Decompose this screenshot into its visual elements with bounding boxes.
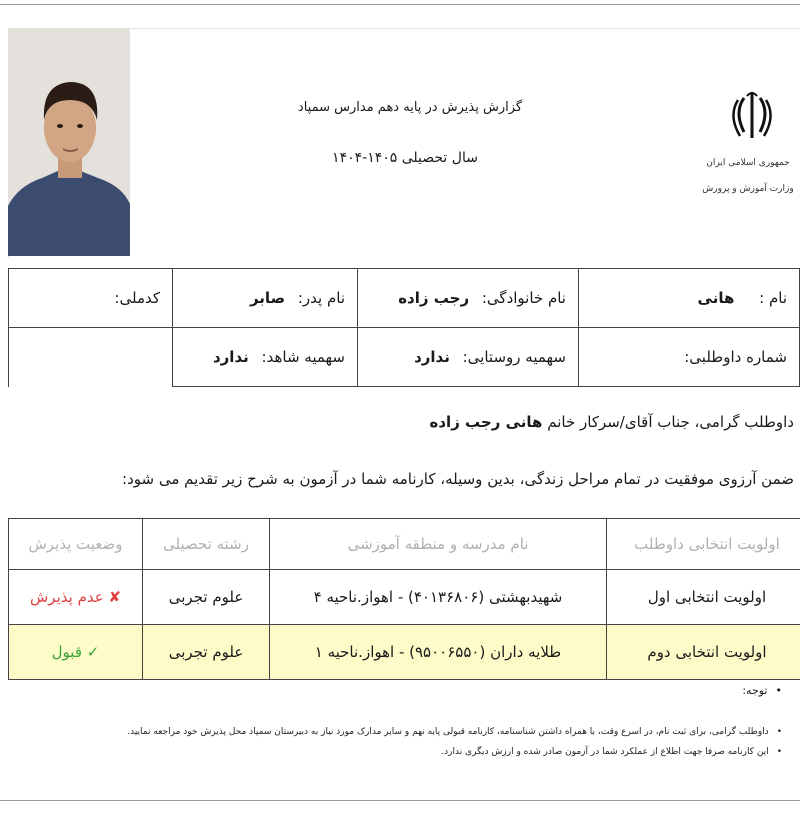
header-field: رشته تحصیلی xyxy=(143,519,270,570)
rural-quota-cell xyxy=(358,328,579,387)
results-header-row xyxy=(9,519,800,570)
empty-cell xyxy=(9,328,173,387)
last-name-label: نام خانوادگی: xyxy=(481,289,566,307)
student-info-table xyxy=(8,268,800,387)
status-badge-accepted: ✓ قبول xyxy=(9,625,143,680)
emblem-caption-republic: جمهوری اسلامی ایران xyxy=(706,158,790,168)
note-item xyxy=(441,747,782,757)
report-title: گزارش پذیرش در پایه دهم مدارس سمپاد xyxy=(297,100,523,115)
school-cell: طلایه داران (۹۵۰۰۶۵۵۰) - اهواز.ناحیه ۱ xyxy=(270,625,607,680)
notes-heading xyxy=(742,684,782,697)
shahed-quota-value: ندارد xyxy=(212,348,249,366)
info-row-quotas xyxy=(9,328,800,387)
salutation-prefix: داوطلب گرامی، جناب آقای/سرکار خانم xyxy=(547,413,794,431)
national-code-label: کدملی: xyxy=(114,289,160,307)
note-text: این کارنامه صرفا جهت اطلاع از عملکرد شما در آزمون صادر شده و ارزش دیگری ندارد. xyxy=(441,747,769,757)
status-badge-rejected: ✘ عدم پذیرش xyxy=(9,570,143,625)
applicant-number-cell xyxy=(579,328,800,387)
table-row xyxy=(9,625,800,680)
header-school: نام مدرسه و منطقه آموزشی xyxy=(270,519,607,570)
student-photo xyxy=(8,28,130,256)
priority-cell: اولویت انتخابی اول xyxy=(607,570,800,625)
father-name-value: صابر xyxy=(249,289,286,307)
rural-quota-label: سهمیه روستایی: xyxy=(462,348,566,366)
info-row-names xyxy=(9,269,800,328)
header-priority: اولویت انتخابی داوطلب xyxy=(607,519,800,570)
note-item xyxy=(127,727,782,737)
intro-text: ضمن آرزوی موفقیت در تمام مراحل زندگی، بدین وسیله، کارنامه شما در آزمون به شرح زیر تقدیم می شود: xyxy=(122,470,794,488)
last-name-value: رجب زاده xyxy=(398,289,470,307)
rural-quota-value: ندارد xyxy=(414,348,450,366)
top-rule xyxy=(0,4,800,5)
bottom-rule xyxy=(0,800,800,801)
first-name-cell xyxy=(579,269,800,328)
academic-year: سال تحصیلی ۱۴۰۵-۱۴۰۴ xyxy=(332,150,478,166)
iran-emblem-icon xyxy=(730,88,774,142)
first-name-value: هانی xyxy=(697,289,735,307)
field-cell: علوم تجربی xyxy=(143,625,270,680)
table-row xyxy=(9,570,800,625)
father-name-label: نام پدر: xyxy=(297,289,345,307)
father-name-cell xyxy=(173,269,358,328)
applicant-number-label: شماره داوطلبی: xyxy=(684,348,787,366)
last-name-cell xyxy=(358,269,579,328)
school-cell: شهیدبهشتی (۴۰۱۳۶۸۰۶) - اهواز.ناحیه ۴ xyxy=(270,570,607,625)
shahed-quota-cell xyxy=(173,328,358,387)
emblem-caption-ministry: وزارت آموزش و پرورش xyxy=(702,184,794,194)
header-status: وضعیت پذیرش xyxy=(9,519,143,570)
field-cell: علوم تجربی xyxy=(143,570,270,625)
notes-heading-text: توجه: xyxy=(742,684,768,697)
shahed-quota-label: سهمیه شاهد: xyxy=(261,348,345,366)
first-name-label: نام : xyxy=(759,289,787,307)
priority-cell: اولویت انتخابی دوم xyxy=(607,625,800,680)
note-text: داوطلب گرامی، برای ثبت نام، در اسرع وقت، با همراه داشتن شناسنامه، کارنامه قبولی پایه نهم و سایر مدارک مورد نیاز به دبیرستان سمپاد محل پذیرش خود مراجعه نمایید. xyxy=(127,727,769,737)
salutation xyxy=(430,413,795,431)
admission-results-table xyxy=(8,518,800,680)
national-code-cell xyxy=(9,269,173,328)
salutation-name: هانی رجب زاده xyxy=(429,413,543,431)
